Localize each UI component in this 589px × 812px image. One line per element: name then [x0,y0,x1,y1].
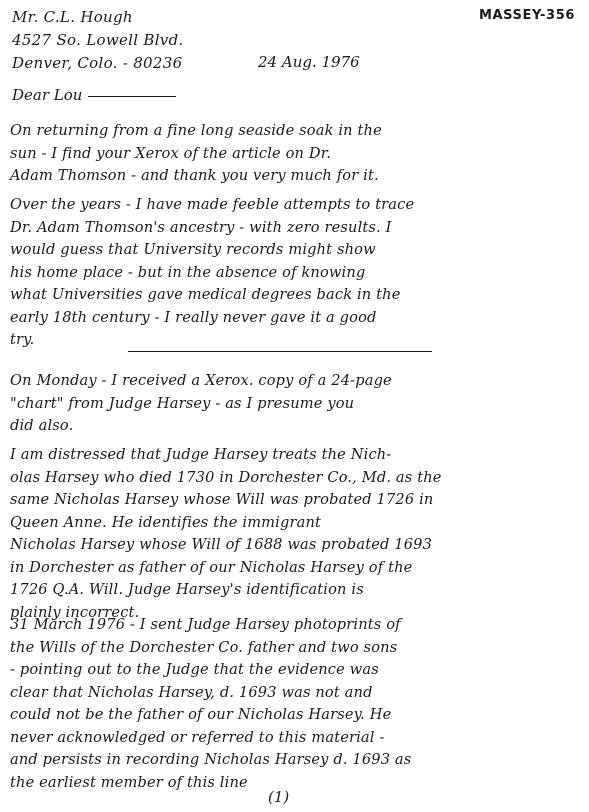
paragraph-line: 31 March 1976 - I sent Judge Harsey photoprints of [10,616,401,633]
paragraph-line: 1726 Q.A. Will. Judge Harsey's identification is [10,581,364,598]
paragraph-line: Queen Anne. He identifies the immigrant [10,513,322,531]
paragraph-line: what Universities gave medical degrees back in the [10,286,401,303]
paragraph-line: the earliest member of this line [10,773,248,791]
paragraph-line: clear that Nicholas Harsey, d. 1693 was not and [10,683,373,701]
paragraph-line: never acknowledged or referred to this material - [10,728,385,746]
document-reference: MASSEY-356 [478,8,575,23]
paragraph-line: plainly incorrect. [10,603,140,621]
letter-date: 24 Aug. 1976 [258,53,360,71]
paragraph-line: On returning from a fine long seaside soak in the [10,122,382,139]
paragraph-line: early 18th century - I really never gave it a good [10,308,377,326]
paragraph-line: his home place - but in the absence of knowing [10,263,366,281]
paragraph-line: Nicholas Harsey whose Will of 1688 was probated 1693 [10,536,433,553]
paragraph-line: olas Harsey who died 1730 in Dorchester Co., Md. as the [10,468,442,486]
salutation-underline [88,96,176,97]
paragraph-line: the Wills of the Dorchester Co. father and two sons [10,638,398,656]
paragraph-line: On Monday - I received a Xerox. copy of a 24-page [10,372,392,389]
paragraph-line: try. [10,331,35,348]
paragraph-line: Dr. Adam Thomson's ancestry - with zero results. I [10,218,392,236]
paragraph-line: I am distressed that Judge Harsey treats the Nich- [10,446,392,463]
paragraph-line: sun - I find your Xerox of the article on Dr. [10,144,332,162]
paragraph-line: "chart" from Judge Harsey - as I presume you [10,394,355,412]
paragraph-4 [10,444,576,624]
paragraph-5 [10,614,576,794]
salutation-text: Dear Lou [12,86,83,104]
paragraph-line: could not be the father of our Nicholas Harsey. He [10,706,392,723]
paragraph-line: in Dorchester as father of our Nicholas Harsey of the [10,558,413,576]
paragraph-line: - pointing out to the Judge that the evidence was [10,661,379,678]
paragraph-line: Adam Thomson - and thank you very much for it. [10,167,379,184]
paragraph-line: would guess that University records might show [10,241,376,258]
paragraph-2 [10,194,576,352]
paragraph-line: did also. [10,417,74,434]
paragraph-1 [10,120,576,188]
address-line-city: Denver, Colo. - 80236 [12,54,183,72]
paragraph-line: and persists in recording Nicholas Harsey d. 1693 as [10,751,412,768]
paragraph-line: Over the years - I have made feeble attempts to trace [10,196,415,213]
page-number: (1) [268,788,290,806]
address-line-name: Mr. C.L. Hough [12,8,133,26]
address-line-street: 4527 So. Lowell Blvd. [12,31,184,49]
paragraph-3 [10,370,576,438]
salutation [12,86,176,104]
paragraph-line: same Nicholas Harsey whose Will was probated 1726 in [10,491,434,508]
section-divider [128,351,432,352]
recipient-address [12,6,184,75]
